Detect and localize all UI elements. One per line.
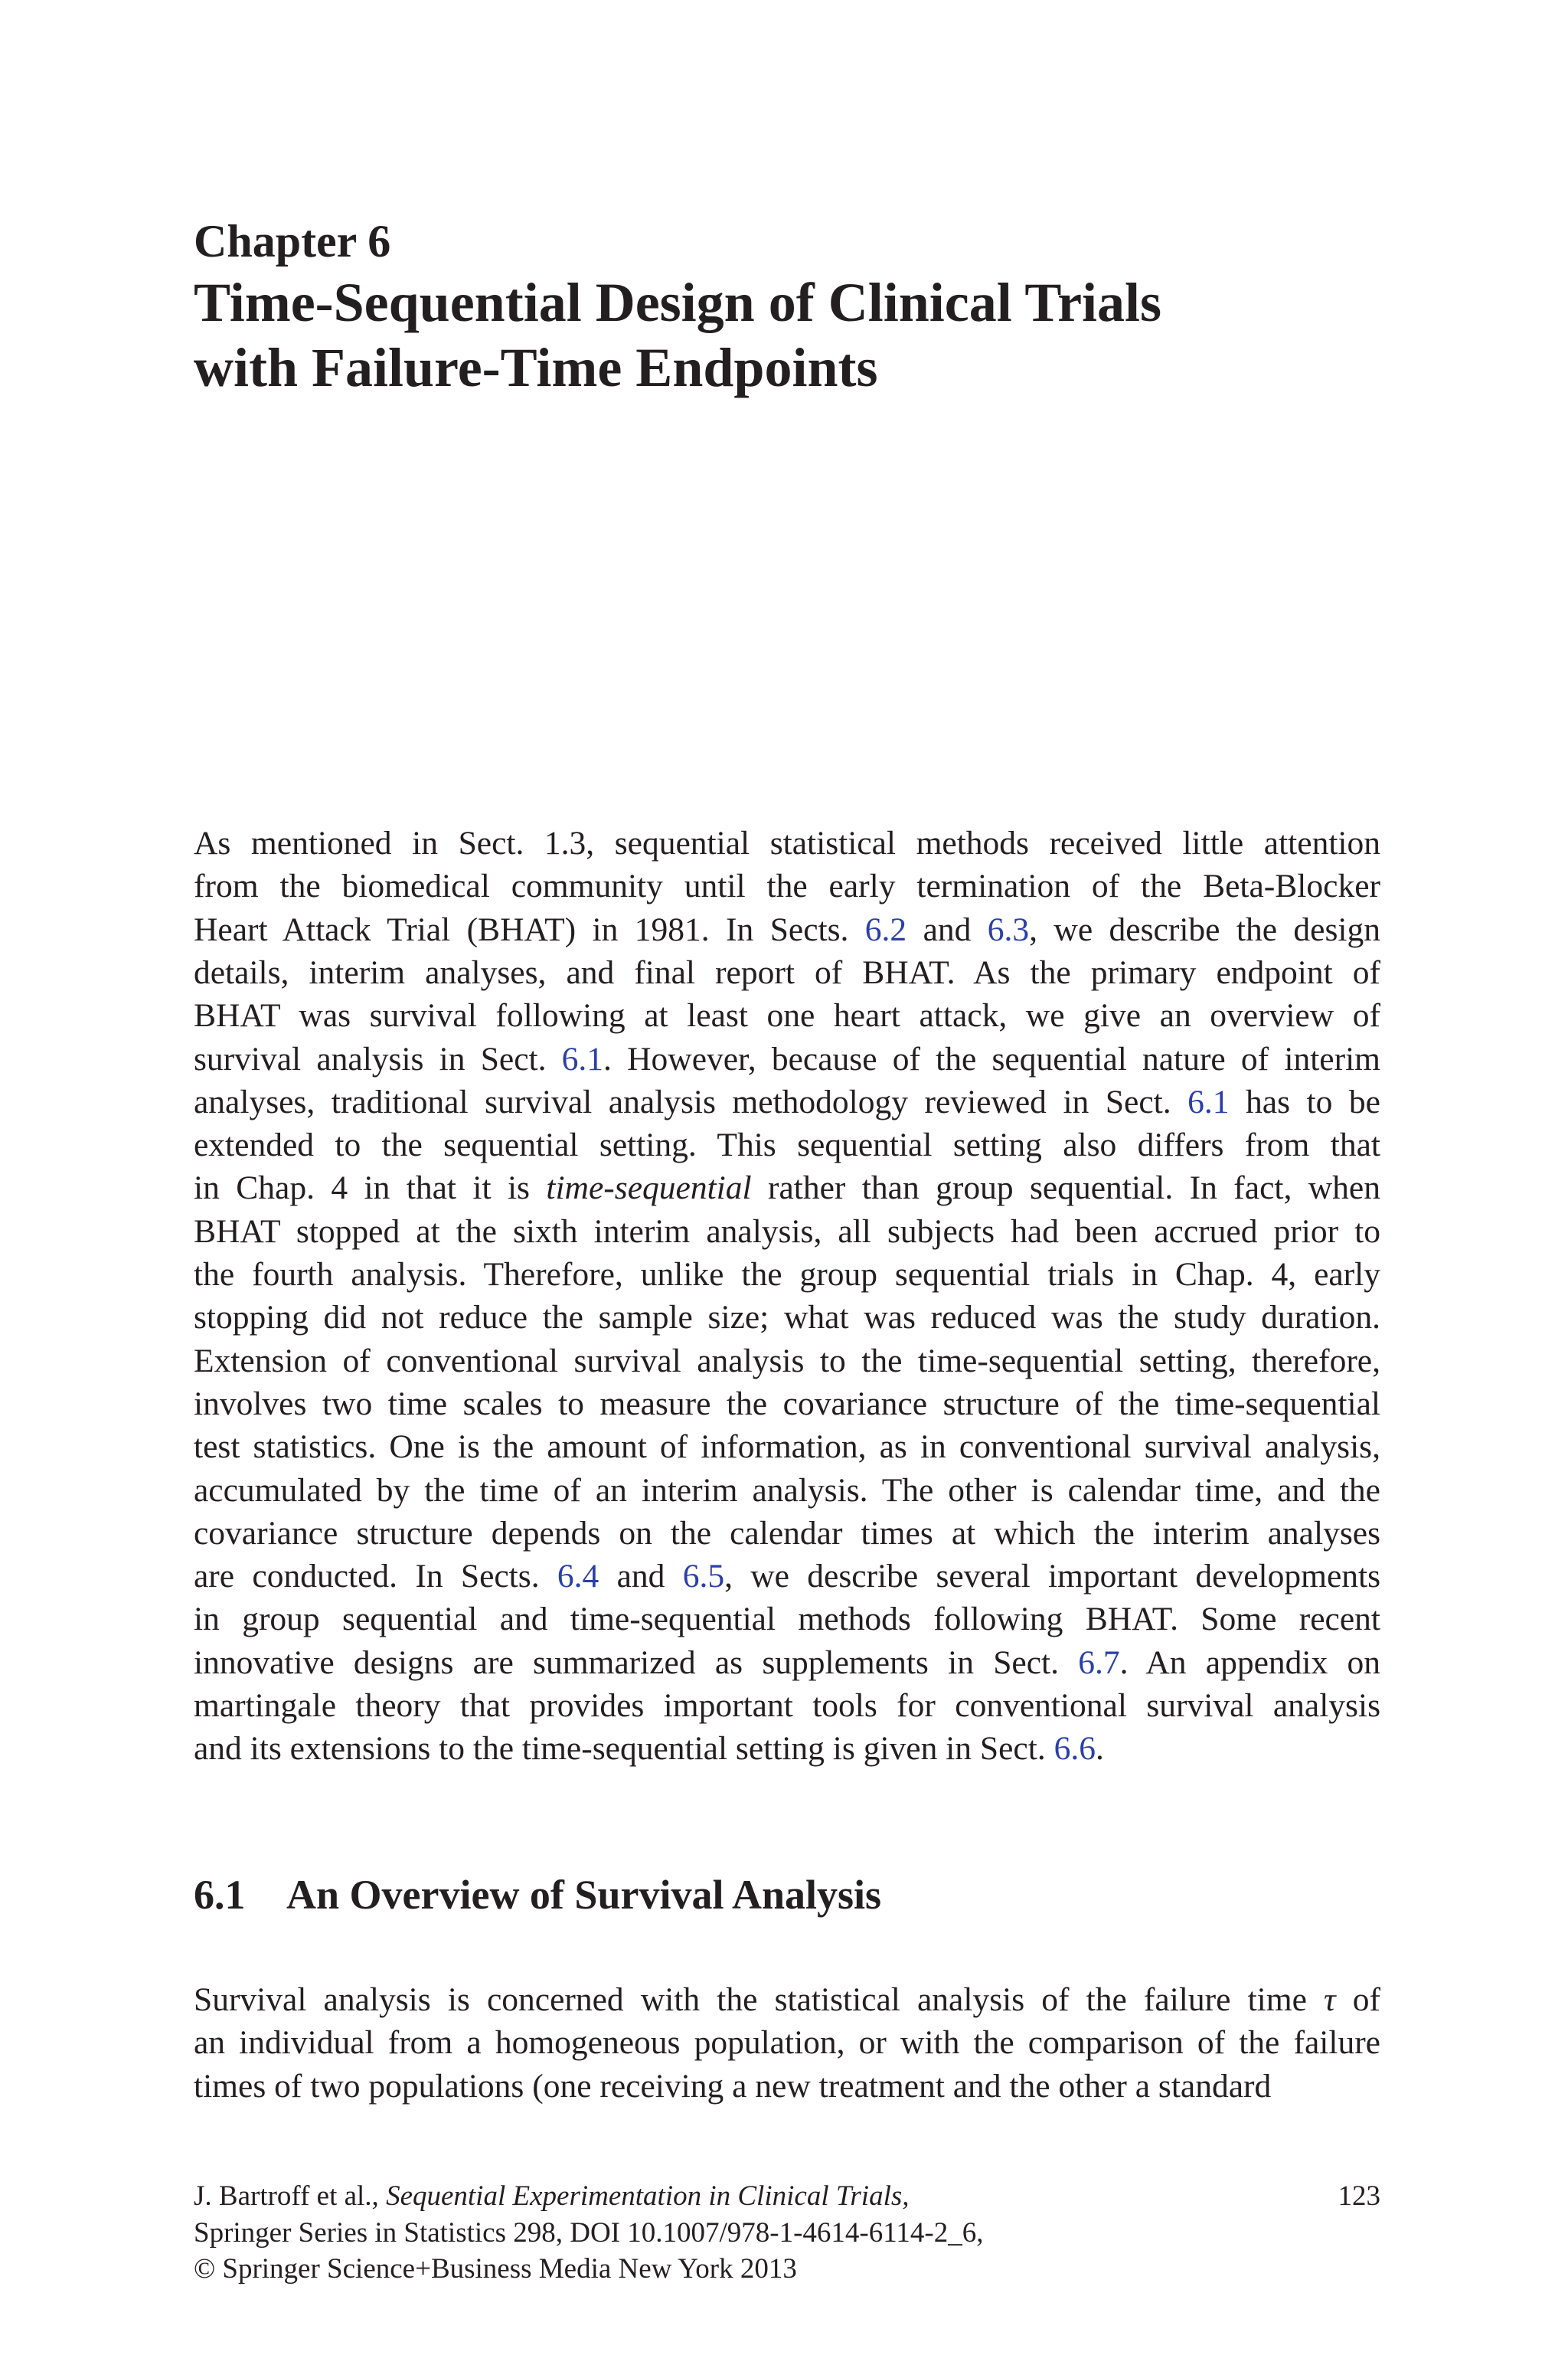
text-line: [194, 1598, 1380, 1640]
chapter-label: Chapter 6: [194, 216, 391, 267]
text-span: .: [1095, 1730, 1104, 1768]
text-span: in Chap. 4 in that it is: [194, 1169, 547, 1207]
text-line: [194, 951, 1380, 994]
text-line: [194, 1081, 1380, 1124]
text-span: an individual from a homogeneous population, or with the comparison of the failure: [194, 2024, 1380, 2062]
footer-series-doi: Springer Series in Statistics 298, DOI 10.1007/978-1-4614-6114-2_6,: [194, 2217, 984, 2249]
text-line: [194, 2021, 1380, 2064]
text-span: and: [906, 911, 988, 948]
emphasized-text: τ: [1324, 1981, 1336, 2018]
text-span: involves two time scales to measure the covariance structure of the time-sequential: [194, 1385, 1380, 1422]
text-line: [194, 865, 1380, 908]
text-line: [194, 1425, 1380, 1468]
section-heading: [194, 1870, 881, 1919]
text-line: [194, 1641, 1380, 1684]
text-span: , we describe the design: [1029, 911, 1380, 948]
text-span: . However, because of the sequential nature of interim: [603, 1040, 1380, 1078]
text-span: martingale theory that provides important tools for conventional survival analysis: [194, 1687, 1380, 1724]
text-line: [194, 994, 1380, 1037]
text-line: [194, 1124, 1380, 1166]
text-line: [194, 1684, 1380, 1727]
section-reference-link[interactable]: 6.1: [1187, 1083, 1230, 1120]
text-line: [194, 1727, 1380, 1770]
section-reference-link[interactable]: 6.6: [1054, 1730, 1096, 1768]
text-span: innovative designs are summarized as supplements in Sect.: [194, 1644, 1079, 1681]
text-span: has to be: [1229, 1083, 1380, 1120]
page-number: 123: [1338, 2180, 1380, 2212]
chapter-title-line-1: Time-Sequential Design of Clinical Trials: [194, 272, 1162, 333]
section-reference-link[interactable]: 6.5: [682, 1558, 725, 1595]
text-span: in group sequential and time-sequential methods following BHAT. Some recent: [194, 1601, 1380, 1638]
text-line: [194, 1253, 1380, 1296]
section-reference-link[interactable]: 6.7: [1078, 1644, 1120, 1681]
section-reference-link[interactable]: 6.1: [561, 1040, 604, 1078]
section-reference-link[interactable]: 6.4: [557, 1558, 599, 1595]
text-span: . An appendix on: [1119, 1644, 1381, 1681]
text-span: stopping did not reduce the sample size; what was reduced was the study duration.: [194, 1299, 1380, 1336]
text-span: survival analysis in Sect.: [194, 1040, 562, 1078]
text-line: [194, 1166, 1380, 1209]
text-line: [194, 1038, 1380, 1081]
footer-citation-authors: J. Bartroff et al.,: [194, 2180, 387, 2212]
text-line: [194, 1555, 1380, 1598]
text-line: [194, 1978, 1380, 2021]
text-span: BHAT stopped at the sixth interim analysis, all subjects had been accrued prior to: [194, 1212, 1380, 1250]
text-span: rather than group sequential. In fact, when: [751, 1169, 1380, 1207]
text-span: extended to the sequential setting. This sequential setting also differs from that: [194, 1127, 1380, 1164]
text-line: [194, 1339, 1380, 1382]
text-line: [194, 1210, 1380, 1253]
section-reference-link[interactable]: 6.3: [987, 911, 1030, 948]
chapter-title-line-2: with Failure-Time Endpoints: [194, 337, 878, 398]
text-span: from the biomedical community until the early termination of the Beta-Blocker: [194, 868, 1380, 905]
text-span: are conducted. In Sects.: [194, 1558, 557, 1595]
section-reference-link[interactable]: 6.2: [864, 911, 907, 948]
footer-copyright: © Springer Science+Business Media New York 2013: [194, 2253, 797, 2285]
text-span: Survival analysis is concerned with the statistical analysis of the failure time: [194, 1981, 1325, 2018]
section-title: An Overview of Survival Analysis: [286, 1872, 882, 1918]
text-span: the fourth analysis. Therefore, unlike the group sequential trials in Chap. 4, early: [194, 1256, 1380, 1293]
text-span: Heart Attack Trial (BHAT) in 1981. In Sects.: [194, 911, 865, 948]
text-line: [194, 822, 1380, 865]
text-line: [194, 1296, 1380, 1339]
text-span: Extension of conventional survival analysis to the time-sequential setting, therefore,: [194, 1342, 1380, 1379]
text-span: and: [599, 1558, 683, 1595]
section-number: 6.1: [194, 1872, 246, 1918]
text-span: accumulated by the time of an interim analysis. The other is calendar time, and the: [194, 1471, 1380, 1509]
footer-citation: [194, 2179, 910, 2214]
text-line: [194, 1382, 1380, 1425]
text-line: [194, 908, 1380, 951]
text-line: [194, 2065, 1380, 2108]
footer-book-title: Sequential Experimentation in Clinical Trials,: [386, 2180, 910, 2212]
text-span: As mentioned in Sect. 1.3, sequential statistical methods received little attention: [194, 825, 1380, 862]
text-span: , we describe several important developments: [724, 1558, 1381, 1595]
text-span: of: [1335, 1981, 1380, 2018]
text-span: analyses, traditional survival analysis methodology reviewed in Sect.: [194, 1083, 1188, 1120]
emphasized-text: time-sequential: [546, 1169, 752, 1207]
text-span: test statistics. One is the amount of information, as in conventional survival analysis,: [194, 1428, 1380, 1466]
text-span: times of two populations (one receiving a new treatment and the other a standard: [194, 2067, 1272, 2105]
text-span: details, interim analyses, and final report of BHAT. As the primary endpoint of: [194, 953, 1380, 991]
text-line: [194, 1469, 1380, 1512]
text-span: covariance structure depends on the calendar times at which the interim analyses: [194, 1514, 1380, 1552]
text-line: [194, 1512, 1380, 1555]
text-span: and its extensions to the time-sequential setting is given in Sect.: [194, 1730, 1054, 1768]
text-span: BHAT was survival following at least one heart attack, we give an overview of: [194, 997, 1380, 1035]
